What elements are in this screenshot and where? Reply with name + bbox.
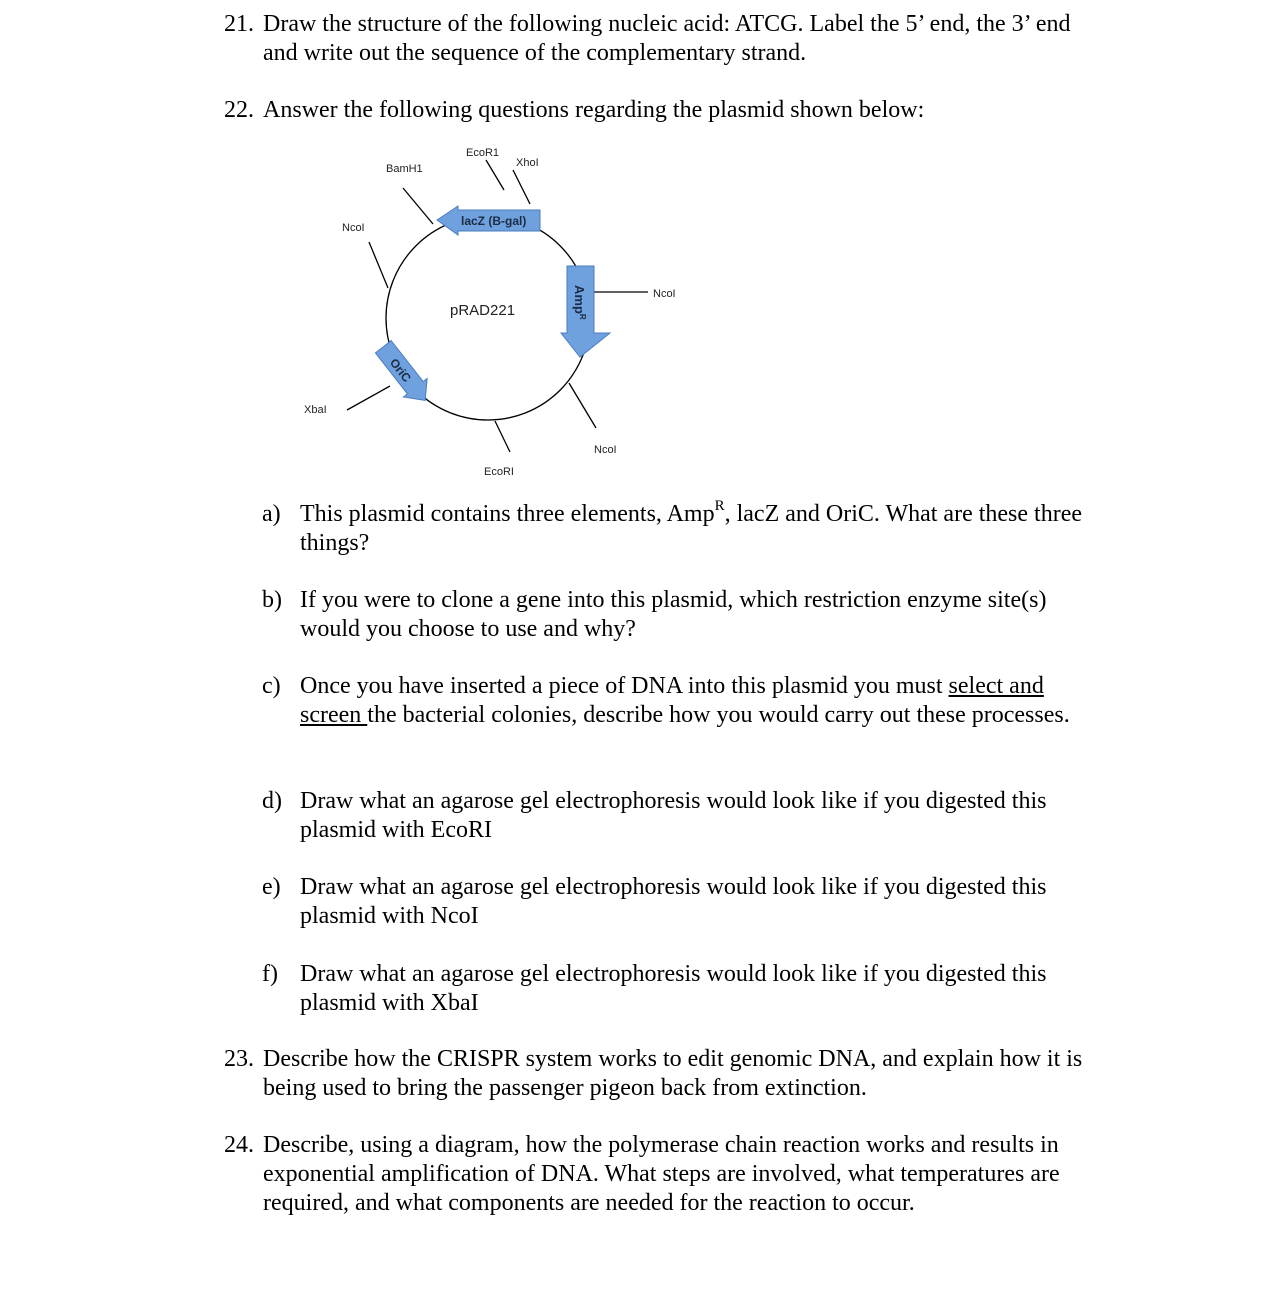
question-22	[224, 96, 1104, 125]
site-line-ecor1-top	[486, 160, 504, 190]
sub-question-text: Draw what an agarose gel electrophoresis would look like if you digested this plasmid with NcoI	[300, 874, 1047, 929]
underlined-text: select and screen	[300, 673, 1044, 728]
site-label-ncoi-left: NcoI	[342, 222, 365, 234]
sub-question-label: d)	[262, 788, 282, 814]
site-label-bamh1: BamH1	[386, 163, 423, 175]
site-line-ncoi-left	[369, 242, 388, 288]
sub-question-label: a)	[262, 501, 281, 527]
site-line-xbai	[347, 386, 390, 410]
sub-question-b	[262, 586, 1092, 644]
sub-question-text	[300, 500, 1092, 558]
oric-label: OriC	[386, 355, 414, 385]
text-part: This plasmid contains three elements, Amp	[300, 501, 715, 527]
question-21	[224, 10, 1104, 68]
site-label-xhoi: XhoI	[516, 157, 539, 169]
text-part: the bacterial colonies, describe how you would carry out these processes.	[367, 702, 1070, 728]
site-label-ecori-bottom: EcoRI	[484, 466, 514, 478]
sub-question-label: f)	[262, 961, 278, 987]
sub-question-text: Draw what an agarose gel electrophoresis would look like if you digested this plasmid with EcoRI	[300, 788, 1047, 843]
site-label-xbai: XbaI	[304, 404, 327, 416]
sub-question-c	[262, 672, 1092, 730]
plasmid-map	[290, 138, 710, 488]
site-label-ncoi-bottom: NcoI	[594, 444, 617, 456]
question-text: Answer the following questions regarding the plasmid shown below:	[263, 97, 925, 123]
site-line-bamh1	[403, 188, 433, 224]
question-text: Describe how the CRISPR system works to edit genomic DNA, and explain how it is being used to bring the passenger pigeon back from extinction.	[263, 1046, 1083, 1101]
sub-question-text: If you were to clone a gene into this plasmid, which restriction enzyme site(s) would you choose to use and why?	[300, 587, 1047, 642]
site-line-xhoi	[513, 170, 530, 204]
text-part: , lacZ and OriC. What are these three things?	[300, 501, 1083, 556]
sub-question-label: e)	[262, 874, 281, 900]
question-number: 24.	[224, 1132, 254, 1158]
ampr-label-base: Amp	[572, 285, 587, 314]
oric-arrow-group	[371, 338, 437, 410]
sub-question-a	[262, 500, 1092, 558]
sub-question-d	[262, 787, 1092, 845]
site-label-ncoi-right: NcoI	[653, 288, 676, 300]
question-text: Describe, using a diagram, how the polymerase chain reaction works and results in exponential amplification of DNA. What steps are involved, what temperatures are required, and what components are needed for the reaction to occur.	[263, 1132, 1060, 1216]
lacz-label: lacZ (B-gal)	[461, 214, 527, 228]
plasmid-name: pRAD221	[450, 302, 516, 319]
site-label-ecor1-top: EcoR1	[466, 147, 500, 159]
question-24	[224, 1131, 1104, 1218]
sub-question-label: c)	[262, 673, 281, 699]
sub-question-e	[262, 873, 1092, 931]
sub-question-label: b)	[262, 587, 282, 613]
sub-question-f	[262, 960, 1092, 1018]
sub-question-text: Draw what an agarose gel electrophoresis would look like if you digested this plasmid with XbaI	[300, 961, 1047, 1016]
sub-question-text	[300, 672, 1092, 730]
ampr-label-sup: R	[578, 313, 587, 320]
site-line-ncoi-bottom	[569, 383, 596, 428]
site-line-ecori-bottom	[495, 421, 510, 452]
question-number: 22.	[224, 97, 254, 123]
question-text: Draw the structure of the following nucleic acid: ATCG. Label the 5’ end, the 3’ end and write out the sequence of the complementary strand.	[263, 11, 1071, 66]
question-number: 21.	[224, 11, 254, 37]
superscript-r: R	[714, 498, 725, 514]
question-number: 23.	[224, 1046, 254, 1072]
question-23	[224, 1045, 1104, 1103]
text-part: Once you have inserted a piece of DNA into this plasmid you must	[300, 673, 949, 699]
